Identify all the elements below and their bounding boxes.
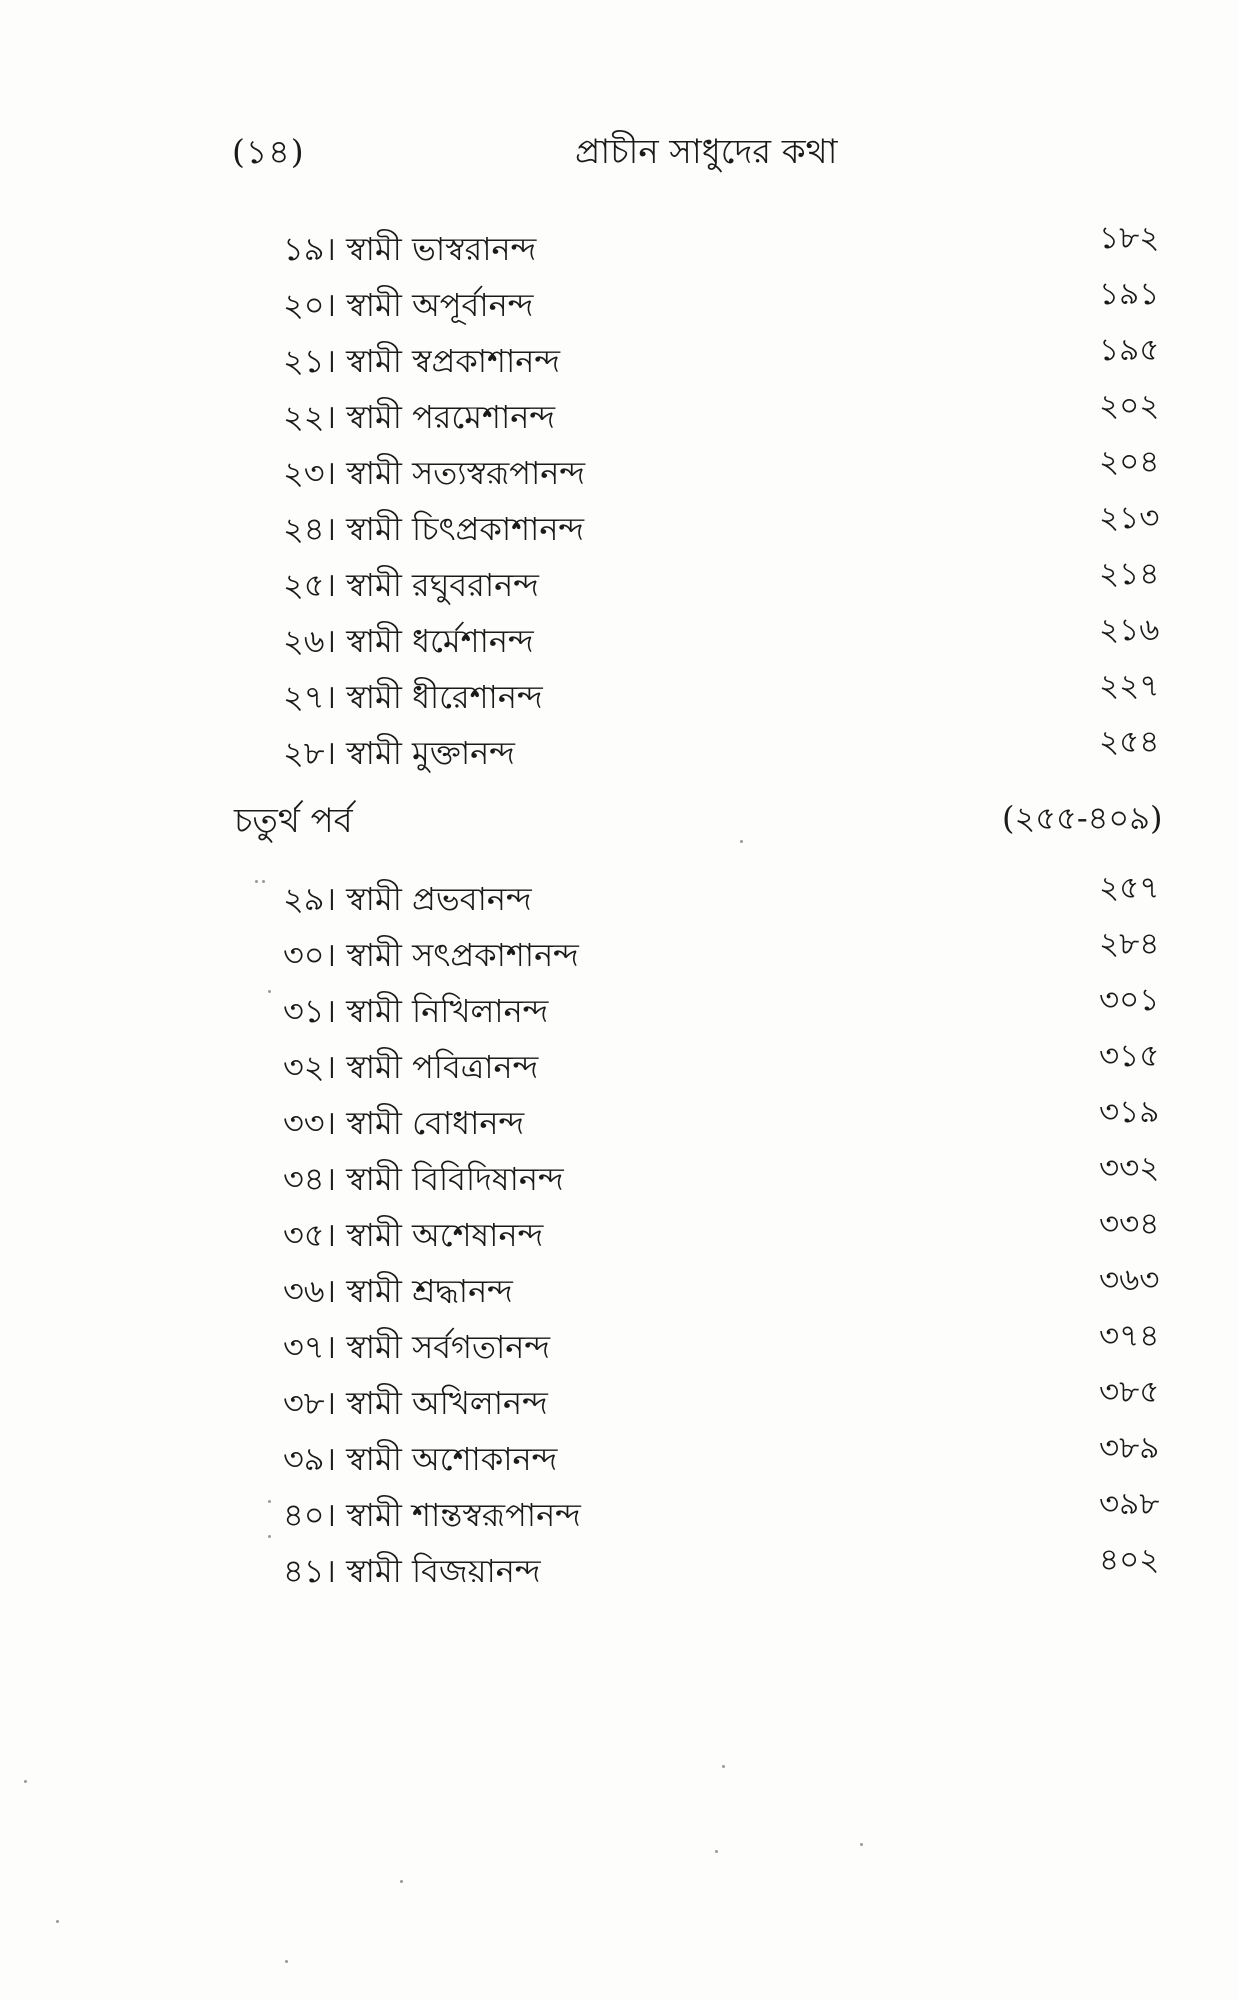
running-title: প্রাচীন সাধুদের কথা xyxy=(575,132,838,172)
paper-speck xyxy=(400,1880,403,1883)
toc-entry-title: ২০। স্বামী অপূর্বানন্দ xyxy=(283,286,534,324)
toc-entry-page: ২৫৪ xyxy=(1099,724,1160,760)
toc-entry xyxy=(0,666,1239,716)
toc-entry-page: ২০৪ xyxy=(1099,444,1160,480)
toc-entry xyxy=(0,610,1239,660)
toc-entry-page: ৩৬৩ xyxy=(1099,1262,1160,1298)
toc-entry-page: ১৯১ xyxy=(1099,276,1160,312)
toc-entry-title: ১৯। স্বামী ভাস্বরানন্দ xyxy=(283,230,537,268)
toc-entry-page: ২৫৭ xyxy=(1099,870,1160,906)
toc-entry-title: ২৯। স্বামী প্রভবানন্দ xyxy=(283,880,532,918)
toc-entry-page: ২১৪ xyxy=(1099,556,1160,592)
toc-entry-page: ৩০১ xyxy=(1099,982,1160,1018)
toc-entry-title: ২৩। স্বামী সত্যস্বরূপানন্দ xyxy=(283,454,586,492)
toc-entry xyxy=(0,1316,1239,1366)
paper-speck xyxy=(268,1535,271,1538)
paper-speck xyxy=(262,880,265,883)
paper-speck xyxy=(268,990,271,993)
toc-entry-title: ৪১। স্বামী বিজয়ানন্দ xyxy=(283,1552,541,1590)
toc-entry xyxy=(0,442,1239,492)
toc-entry-page: ৩৮৫ xyxy=(1099,1374,1160,1410)
toc-entry-title: ৩৬। স্বামী শ্রদ্ধানন্দ xyxy=(283,1272,513,1310)
toc-entry xyxy=(0,218,1239,268)
toc-entry xyxy=(0,1428,1239,1478)
page-number: (১৪) xyxy=(232,132,305,171)
paper-speck xyxy=(715,1850,718,1853)
paper-speck xyxy=(860,1843,863,1846)
toc-entry xyxy=(0,554,1239,604)
paper-speck xyxy=(740,840,743,843)
toc-entry-title: ৪০। স্বামী শান্তস্বরূপানন্দ xyxy=(283,1496,581,1534)
toc-entry-title: ৩৪। স্বামী বিবিদিষানন্দ xyxy=(283,1160,564,1198)
toc-entry-title: ৩০। স্বামী সৎপ্রকাশানন্দ xyxy=(283,936,579,974)
toc-entry-title: ২৮। স্বামী মুক্তানন্দ xyxy=(283,734,515,772)
toc-entry-page: ২১৩ xyxy=(1099,500,1160,536)
toc-entry-page: ২৮৪ xyxy=(1099,926,1160,962)
toc-entry xyxy=(0,274,1239,324)
toc-entry-page: ২০২ xyxy=(1099,388,1160,424)
toc-entry xyxy=(0,1036,1239,1086)
toc-entry-page: ৪০২ xyxy=(1099,1542,1160,1578)
toc-entry xyxy=(0,924,1239,974)
toc-entry-page: ৩৭৪ xyxy=(1099,1318,1160,1354)
toc-entry-page: ৩১৯ xyxy=(1099,1094,1160,1130)
toc-entry-title: ২৫। স্বামী রঘুবরানন্দ xyxy=(283,566,539,604)
toc-entry-title: ২১। স্বামী স্বপ্রকাশানন্দ xyxy=(283,342,561,380)
toc-entry-title: ৩২। স্বামী পবিত্রানন্দ xyxy=(283,1048,539,1086)
paper-speck xyxy=(24,1780,27,1783)
toc-entry-title: ৩৩। স্বামী বোধানন্দ xyxy=(283,1104,525,1142)
toc-entry xyxy=(0,980,1239,1030)
toc-entry xyxy=(0,1092,1239,1142)
paper-speck xyxy=(285,1960,288,1963)
toc-entry-page: ৩৮৯ xyxy=(1099,1430,1160,1466)
toc-entry-page: ৩১৫ xyxy=(1099,1038,1160,1074)
toc-entry-title: ৩৭। স্বামী সর্বগতানন্দ xyxy=(283,1328,551,1366)
toc-entry-page: ১৮২ xyxy=(1099,220,1160,256)
toc-entry-page: ১৯৫ xyxy=(1099,332,1160,368)
page-header xyxy=(0,126,1239,176)
toc-entry xyxy=(0,722,1239,772)
paper-speck xyxy=(268,1500,271,1503)
paper-speck xyxy=(255,880,258,883)
toc-entry-page: ৩৯৮ xyxy=(1099,1486,1160,1522)
toc-entry-title: ২৭। স্বামী ধীরেশানন্দ xyxy=(283,678,543,716)
paper-speck xyxy=(56,1920,59,1923)
toc-entry-title: ২৪। স্বামী চিৎপ্রকাশানন্দ xyxy=(283,510,585,548)
section-page-range: (২৫৫-৪০৯) xyxy=(1002,799,1163,837)
toc-entry xyxy=(0,498,1239,548)
toc-entry xyxy=(0,1372,1239,1422)
toc-entry xyxy=(0,1204,1239,1254)
toc-entry xyxy=(0,868,1239,918)
toc-entry xyxy=(0,1260,1239,1310)
toc-entry-title: ২৬। স্বামী ধর্মেশানন্দ xyxy=(283,622,534,660)
toc-entry-page: ২১৬ xyxy=(1099,612,1160,648)
toc-entry-page: ৩৩২ xyxy=(1099,1150,1160,1186)
section-title: চতুর্থ পর্ব xyxy=(234,801,353,841)
toc-entry xyxy=(0,1484,1239,1534)
toc-entry-title: ৩৯। স্বামী অশোকানন্দ xyxy=(283,1440,558,1478)
toc-entry xyxy=(0,1148,1239,1198)
toc-entry-title: ৩১। স্বামী নিখিলানন্দ xyxy=(283,992,549,1030)
toc-entry xyxy=(0,330,1239,380)
toc-entry-title: ৩৫। স্বামী অশেষানন্দ xyxy=(283,1216,544,1254)
section-heading xyxy=(0,795,1239,845)
toc-entry-title: ২২। স্বামী পরমেশানন্দ xyxy=(283,398,556,436)
paper-speck xyxy=(722,1765,725,1768)
toc-entry-page: ৩৩৪ xyxy=(1099,1206,1160,1242)
toc-entry-title: ৩৮। স্বামী অখিলানন্দ xyxy=(283,1384,548,1422)
toc-entry xyxy=(0,386,1239,436)
toc-entry-page: ২২৭ xyxy=(1099,668,1160,704)
toc-entry xyxy=(0,1540,1239,1590)
